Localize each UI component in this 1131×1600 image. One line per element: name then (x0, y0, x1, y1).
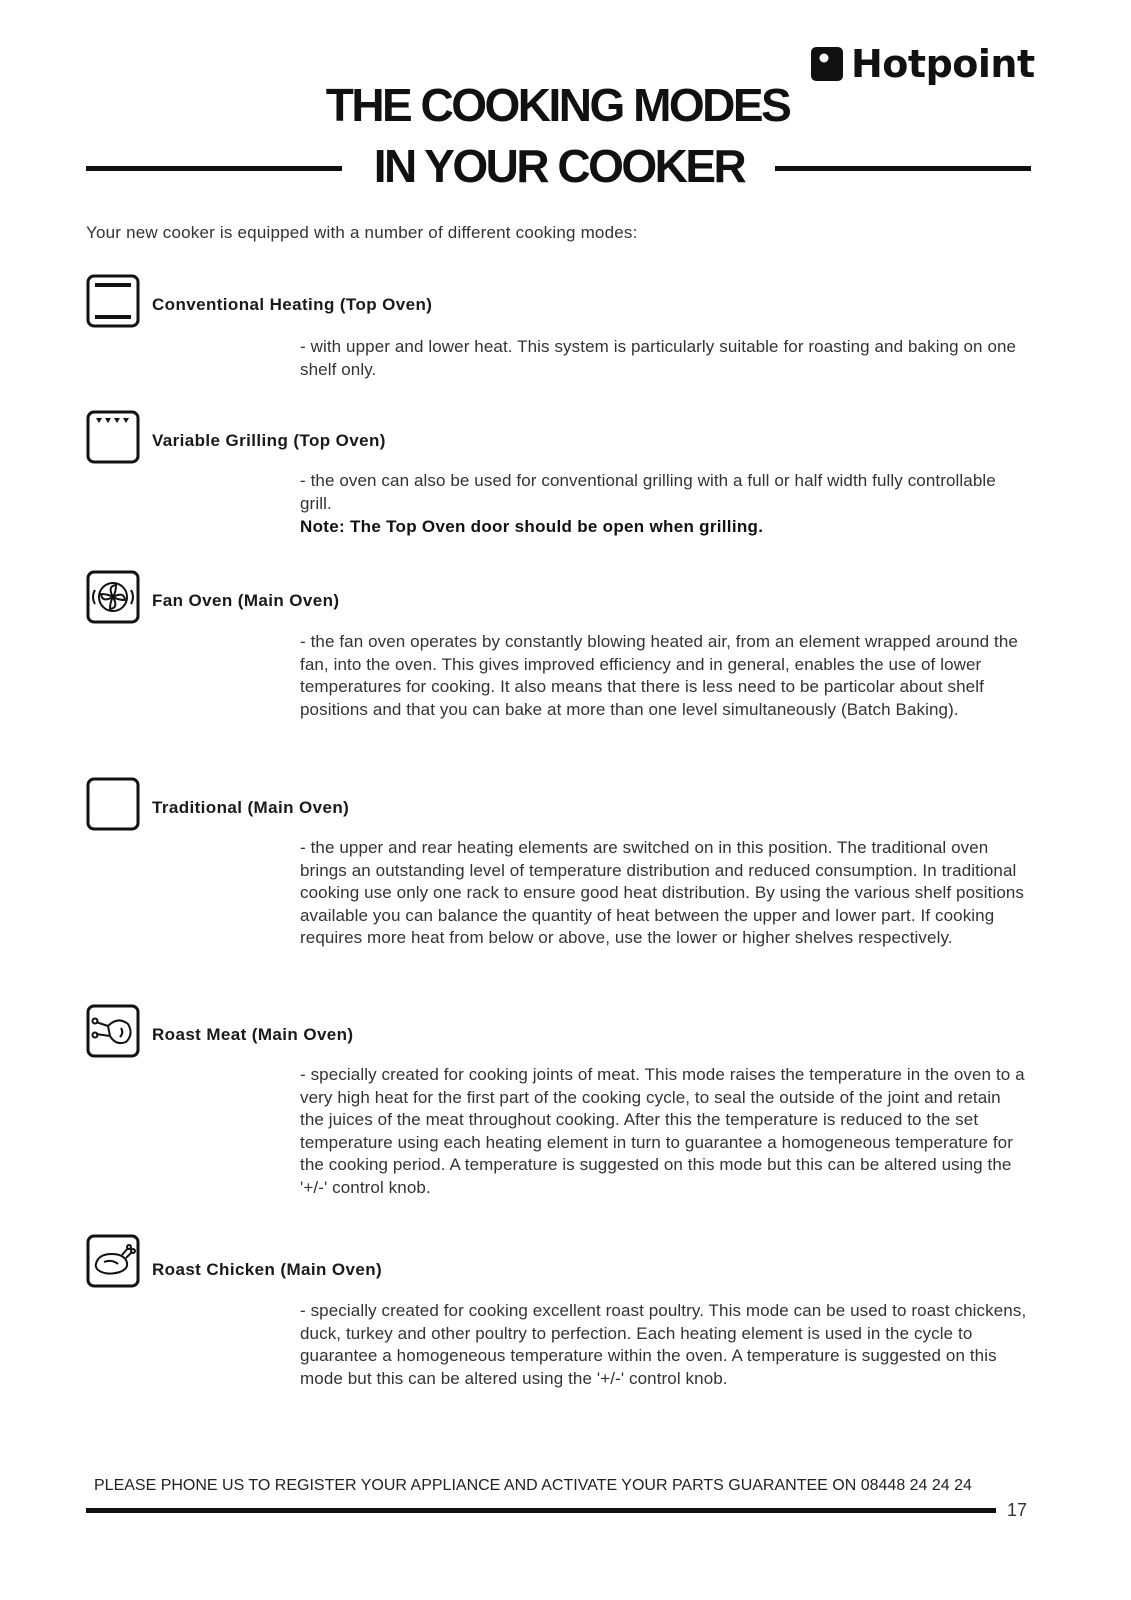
mode-description-traditional: - the upper and rear heating elements are switched on in this position. The traditional oven brings an outstanding level of temperature distribution and reduced consumption. In traditional cooking use only one rack to ensure good heat distribution. By using the various shelf positions available you can balance the quantity of heat between the upper and lower part. If cooking requires more heat from below or above, use the lower or higher shelves respectively. (300, 838, 1025, 947)
page-title-line1: THE COOKING MODES (325, 79, 790, 131)
title-rule-left (86, 166, 342, 171)
mode-description-roast-chicken: - specially created for cooking excellent roast poultry. This mode can be used to roast chickens, duck, turkey and other poultry to perfection. Each heating element is used in the cycle to guarantee a homogeneous temperature within the oven. A temperature is suggested on this mode but this can be altered using the '+/-' control knob. (300, 1301, 1027, 1388)
mode-title-roast-chicken: Roast Chicken (Main Oven) (152, 1260, 383, 1279)
page-title-line2-row (86, 138, 1031, 194)
mode-description-conventional-heating: - with upper and lower heat. This system is particularly suitable for roasting and baking on one shelf only. (300, 337, 1017, 379)
footer-rule (86, 1508, 996, 1513)
mode-description-fan-oven: - the fan oven operates by constantly blowing heated air, from an element wrapped around the fan, into the oven. This gives improved efficiency and in general, enables the use of lower temperatures for cooking. It also means that there is less need to be particolar about shelf positions and that you can bake at more than one level simultaneously (Batch Baking). (300, 632, 1018, 719)
mode-title-fan-oven: Fan Oven (Main Oven) (152, 591, 340, 610)
mode-title-variable-grilling: Variable Grilling (Top Oven) (152, 431, 386, 450)
roast-meat-icon (86, 1004, 140, 1058)
mode-title-conventional-heating: Conventional Heating (Top Oven) (152, 295, 433, 314)
title-rule-right (775, 166, 1031, 171)
mode-title-traditional: Traditional (Main Oven) (152, 798, 350, 817)
fan-oven-icon (86, 570, 140, 624)
grilling-note: Note: The Top Oven door should be open when grilling. (300, 517, 764, 536)
mode-title-roast-meat: Roast Meat (Main Oven) (152, 1025, 354, 1044)
footer-register-text: PLEASE PHONE US TO REGISTER YOUR APPLIANCE AND ACTIVATE YOUR PARTS GUARANTEE ON 08448 24 24 24 (94, 1477, 972, 1494)
hotpoint-logo-mark-icon (811, 47, 843, 81)
brand-name: Hotpoint (851, 42, 1035, 86)
intro-text: Your new cooker is equipped with a number of different cooking modes: (86, 223, 638, 242)
page-title-line2: IN YOUR COOKER (373, 140, 745, 192)
roast-chicken-icon (86, 1234, 140, 1288)
conventional-heating-icon (86, 274, 140, 328)
variable-grilling-icon (86, 410, 140, 464)
mode-description-text: - the oven can also be used for conventional grilling with a full or half width fully controllable grill. (300, 471, 996, 513)
mode-description-variable-grilling (300, 470, 1028, 539)
traditional-icon (86, 777, 140, 831)
hotpoint-logo (811, 42, 1035, 86)
page-number: 17 (1007, 1500, 1028, 1520)
mode-description-roast-meat: - specially created for cooking joints of meat. This mode raises the temperature in the oven to a very high heat for the first part of the cooking cycle, to seal the outside of the joint and retain the juices of the meat throughout cooking. After this the temperature is reduced to the set temperature using each heating element in turn to guarantee a homogeneous temperature for the cooking period. A temperature is suggested on this mode but this can be altered using the '+/-' control knob. (300, 1065, 1025, 1197)
